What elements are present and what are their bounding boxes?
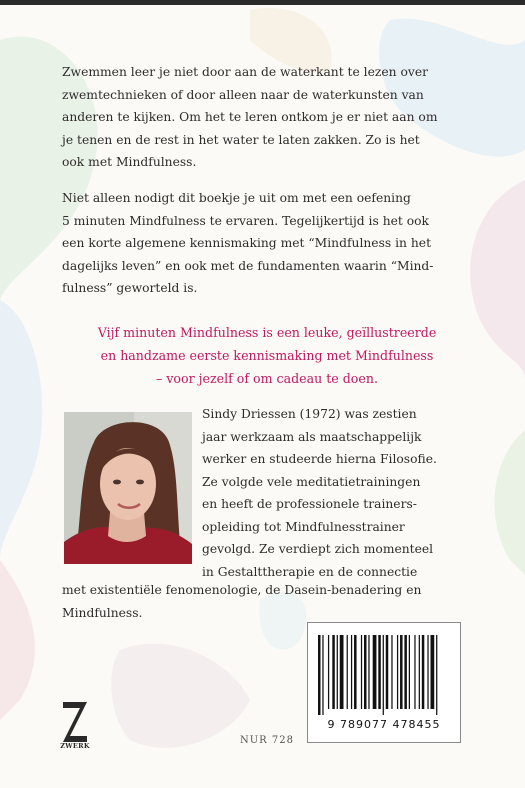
- highlight-quote: Vijf minuten Mindfulness is een leuke, geïllustreerde en handzame eerste kennismaking met Mindfulness – voor jezelf of om cadeau te doen.: [97, 325, 437, 386]
- intro-paragraph: Zwemmen leer je niet door aan de waterkant te lezen over zwemtechnieken of door alleen naar de waterkunsten van anderen te kijken. Om het te leren ontkom je er niet aan om je tenen en de rest in het water te laten zakken. Zo is het ook met Mindfulness.: [62, 65, 438, 169]
- description-paragraph: Niet alleen nodigt dit boekje je uit om met een oefening 5 minuten Mindfulness te ervaren. Tegelijkertijd is het ook een korte algemene kennismaking met “Mindfulness in het dagelijks leven” en ook met de fundamenten waarin “Mind- fulness” geworteld is.: [62, 191, 434, 295]
- isbn-digits: 9 789077 478455: [327, 718, 441, 731]
- isbn-barcode: [307, 622, 461, 743]
- publisher-logo: [60, 698, 90, 748]
- author-bio-side: Sindy Driessen (1972) was zestien jaar werkzaam als maatschappelijk werker en studeerde hierna Filosofie. Ze volgde vele meditatietrainingen en heeft de professionele trainers- opleiding tot Mindfulnesstrainer gevolgd. Ze verdiept zich momenteel in Gestalttherapie en de connectie: [202, 407, 437, 579]
- publisher-name: ZWERK: [60, 742, 90, 750]
- nur-code: NUR 728: [240, 735, 294, 746]
- author-photo: [64, 412, 192, 564]
- barcode-bars: [308, 623, 460, 718]
- author-bio-continued: met existentiële fenomenologie, de Dasein-benadering en Mindfulness.: [62, 583, 422, 620]
